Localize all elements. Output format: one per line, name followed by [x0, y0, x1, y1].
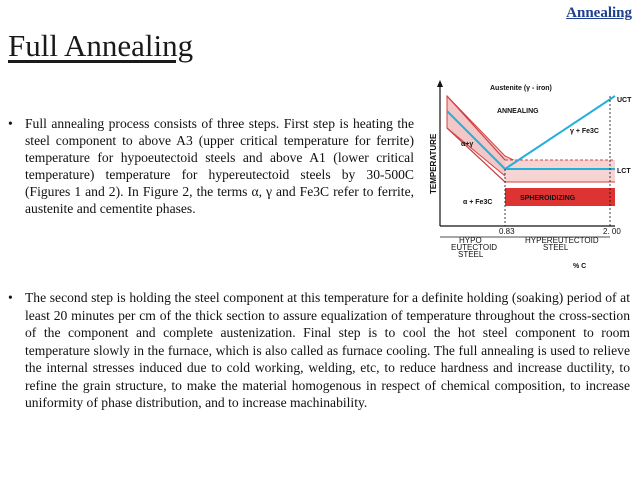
- page-title: Full Annealing: [8, 28, 194, 63]
- annealing-label: ANNEALING: [497, 108, 539, 115]
- austenite-label: Austenite (γ - iron): [490, 85, 552, 92]
- iron-carbon-diagram: [425, 76, 635, 276]
- hyper-label-1: HYPEREUTECTOID: [525, 236, 599, 245]
- bullet-item-1: [8, 115, 414, 217]
- uct-label: UCT: [617, 97, 632, 104]
- tick-200: 2. 00: [603, 227, 621, 236]
- hypo-label-2: EUTECTOID: [451, 243, 498, 252]
- lct-label: LCT: [617, 168, 631, 175]
- tick-083: 0.83: [499, 227, 515, 236]
- hypo-label-1: HYPO: [459, 236, 482, 245]
- alpha-fe3c-label: α + Fe3C: [463, 199, 493, 206]
- hypo-label-3: STEEL: [458, 250, 484, 259]
- bullet-marker: •: [8, 290, 13, 305]
- section-tag: Annealing: [566, 5, 632, 21]
- x-axis-label: % C: [573, 263, 587, 270]
- gamma-fe3c-label: γ + Fe3C: [570, 128, 599, 135]
- bullet-item-2: [8, 289, 630, 412]
- y-axis-label: TEMPERATURE: [429, 133, 438, 194]
- alpha-gamma-label: α+γ: [461, 141, 474, 148]
- spheroidizing-label: SPHEROIDIZING: [520, 195, 576, 202]
- hyper-label-2: STEEL: [543, 243, 569, 252]
- bullet-text-2: The second step is holding the steel component at this temperature for a definite holding (soaking) period of at least 20 minutes per cm of the thick section to assure equalization of temperature throughout the cross-section of the component and complete austenization. Final step is to cool the hot steel component to room temperature slowly in the furnace, which is also called as furnace cooling. The full annealing is used to relieve the internal stresses induced due to cold working, welding, etc, to reduce hardness and increase ductility, to refine the grain structure, to make the material homogenous in respect of chemical composition, to increase uniformity of phase distribution, and to increase machinability.: [25, 290, 630, 410]
- bullet-text-1: Full annealing process consists of three steps. First step is heating the steel component to above A3 (upper critical temperature for ferrite) temperature for hypoeutectoid steels and above A1 (lower critical temperature) temperature for hypereutectoid steels by 30-500C (Figures 1 and 2). In Figure 2, the terms α, γ and Fe3C refer to ferrite, austenite and cementite phases.: [25, 116, 414, 216]
- bullet-marker: •: [8, 116, 13, 131]
